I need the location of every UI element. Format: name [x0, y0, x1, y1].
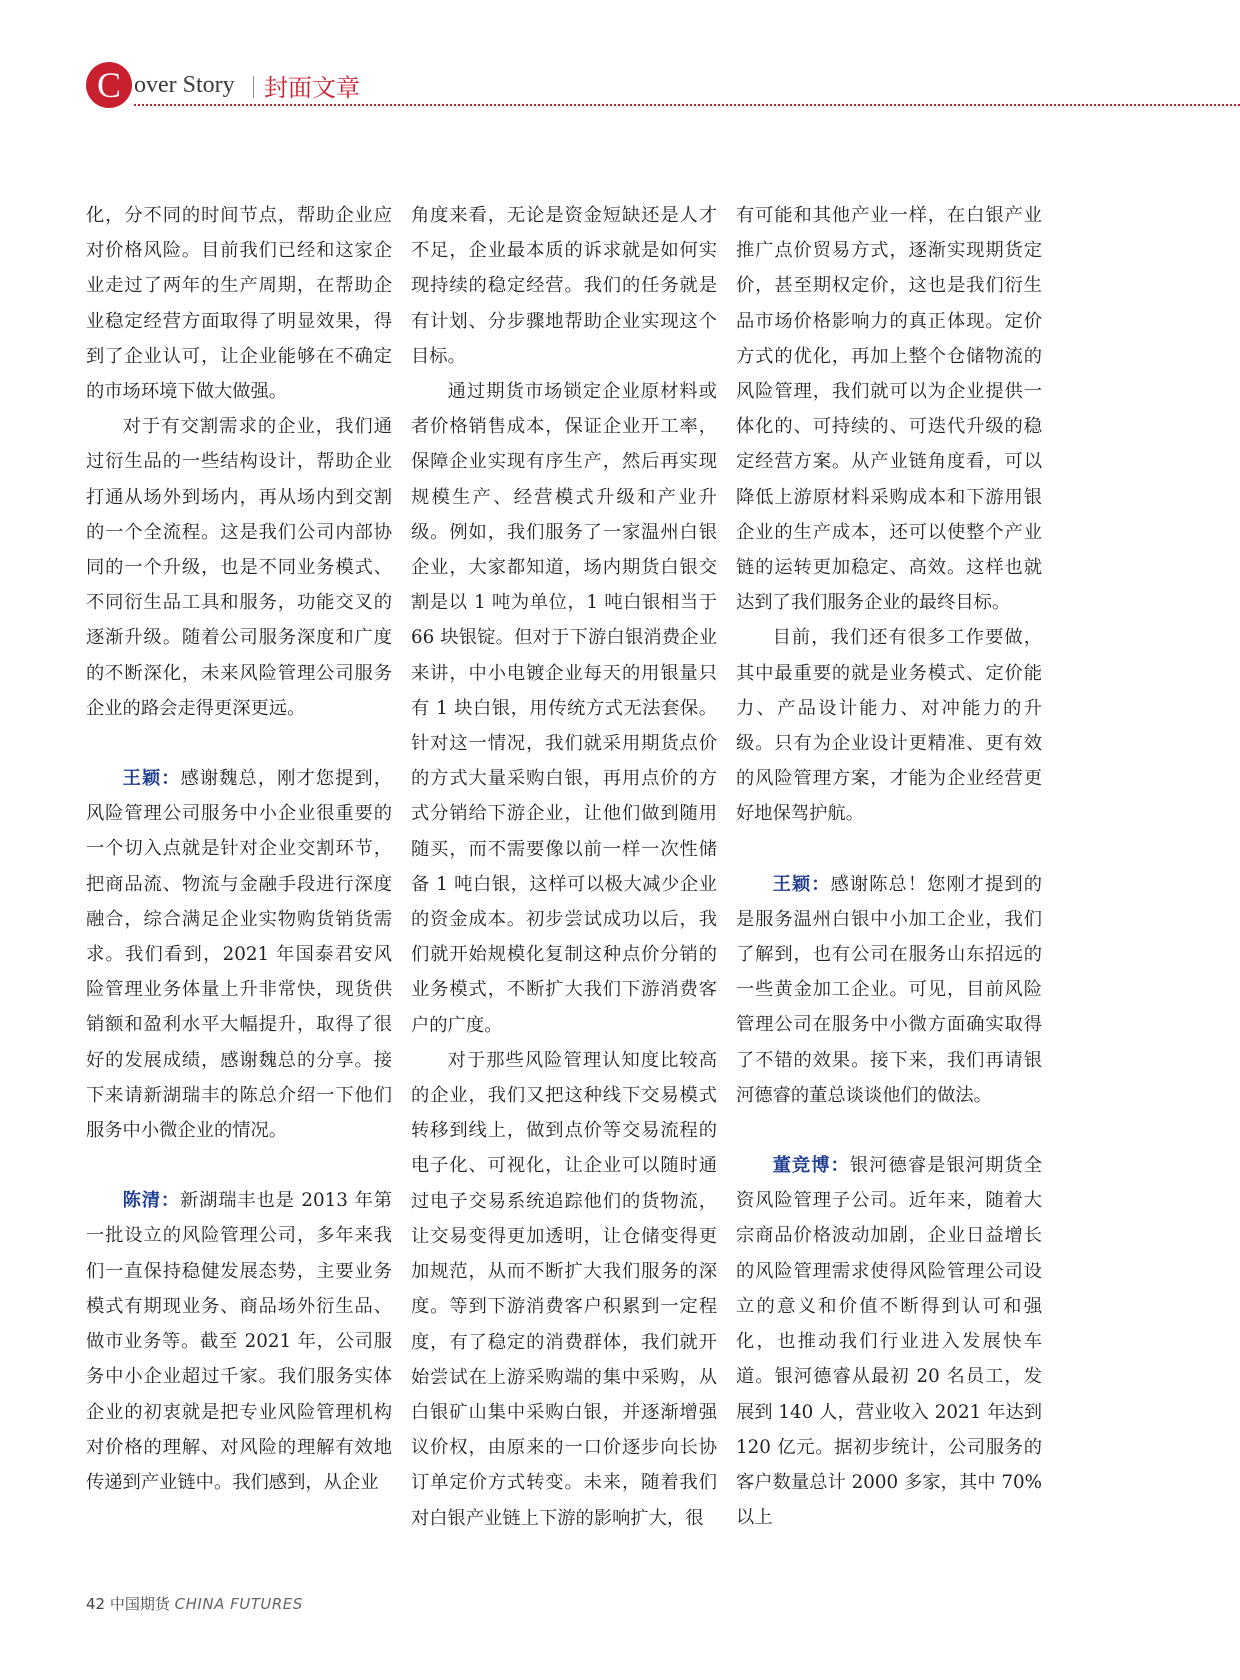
paragraph-text: 感谢魏总，刚才您提到，风险管理公司服务中小企业很重要的一个切入点就是针对企业交割环节，把商品流、物流与金融手段进行深度融合，综合满足企业实物购货销货需求。我们看到，2021 年国泰君安风险管理业务体量上升非常快，现货供销额和盈利水平大幅提升，取得了很好的发展成绩，感谢魏总的分享。接下来请新湖瑞丰的陈总介绍一下他们服务中小微企业的情况。: [86, 768, 393, 1142]
paragraph-text: 通过期货市场锁定企业原材料或者价格销售成本，保证企业开工率，保障企业实现有序生产，然后再实现规模生产、经营模式升级和产业升级。例如，我们服务了一家温州白银企业，大家都知道，场内期货白银交割是以 1 吨为单位，1 吨白银相当于 66 块银锭。但对于下游白银消费企业来讲，中小电镀企业每天的用银量只有 1 块白银，用传统方式无法套保。针对这一情况，我们就采用期货点价的方式大量采购白银，再用点价的方式分销给下游企业，让他们做到随用随买，而不需要像以前一样一次性储备 1 吨白银，这样可以极大减少企业的资金成本。初步尝试成功以后，我们就开始规模化复制这种点价分销的业务模式，不断扩大我们下游消费客户的广度。: [411, 381, 717, 1036]
section-title-cn: 封面文章: [264, 74, 360, 102]
magazine-name-cn: 中国期货: [109, 1595, 170, 1613]
text-column-1: [86, 198, 392, 1500]
page-footer: [86, 1593, 303, 1614]
paragraph-text: 角度来看，无论是资金短缺还是人才不足，企业最本质的诉求就是如何实现持续的稳定经营。我们的任务就是有计划、分步骤地帮助企业实现这个目标。: [411, 205, 717, 367]
paragraph-text: 新湖瑞丰也是 2013 年第一批设立的风险管理公司，多年来我们一直保持稳健发展态势，主要业务模式有期现业务、商品场外衍生品、做市业务等。截至 2021 年，公司服务中小企业超过千家。我们服务实体企业的初衷就是把专业风险管理机构对价格的理解、对风险的理解有效地传递到产业链中。我们感到，从企业: [86, 1190, 392, 1493]
article-paragraph: [86, 761, 392, 1148]
cover-story-logo-c: C: [86, 62, 132, 108]
article-paragraph: [86, 1183, 392, 1500]
paragraph-text: 感谢陈总！您刚才提到的是服务温州白银中小加工企业，我们了解到，也有公司在服务山东招远的一些黄金加工企业。可见，目前风险管理公司在服务中小微方面确实取得了不错的效果。接下来，我们再请银河德睿的董总谈谈他们的做法。: [736, 873, 1043, 1106]
page-number: 42: [86, 1595, 106, 1613]
article-paragraph: [736, 867, 1042, 1113]
article-paragraph: [736, 1148, 1042, 1535]
header-dotted-rule: [134, 104, 1240, 106]
article-paragraph: [411, 198, 717, 374]
paragraph-text: 目前，我们还有很多工作要做，其中最重要的就是业务模式、定价能力、产品设计能力、对冲能力的升级。只有为企业设计更精准、更有效的风险管理方案，才能为企业经营更好地保驾护航。: [736, 627, 1042, 825]
page-header: [86, 60, 1240, 108]
speaker-name: 王颖：: [772, 873, 831, 895]
cover-story-label: over Story: [134, 72, 235, 98]
magazine-name-en: CHINA FUTURES: [174, 1595, 303, 1613]
header-divider: [253, 76, 254, 98]
article-paragraph: [86, 409, 392, 726]
speaker-name: 董竞博：: [772, 1155, 850, 1177]
paragraph-text: 有可能和其他产业一样，在白银产业推广点价贸易方式，逐渐实现期货定价，甚至期权定价，这也是我们衍生品市场价格影响力的真正体现。定价方式的优化，再加上整个仓储物流的风险管理，我们就可以为企业提供一体化的、可持续的、可迭代升级的稳定经营方案。从产业链角度看，可以降低上游原材料采购成本和下游用银企业的生产成本，还可以使整个产业链的运转更加稳定、高效。这样也就达到了我们服务企业的最终目标。: [736, 205, 1042, 614]
speaker-name: 王颖：: [122, 768, 181, 790]
article-paragraph: [736, 198, 1042, 620]
speaker-name: 陈清：: [122, 1190, 180, 1212]
text-column-3: [736, 198, 1042, 1535]
text-column-2: [411, 198, 717, 1536]
article-paragraph: [86, 198, 392, 409]
paragraph-text: 对于那些风险管理认知度比较高的企业，我们又把这种线下交易模式转移到线上，做到点价等交易流程的电子化、可视化，让企业可以随时通过电子交易系统追踪他们的货物流，让交易变得更加透明，让仓储变得更加规范，从而不断扩大我们服务的深度。等到下游消费客户积累到一定程度，有了稳定的消费群体，我们就开始尝试在上游采购端的集中采购，从白银矿山集中采购白银，并逐渐增强议价权，由原来的一口价逐步向长协订单定价方式转变。未来，随着我们对白银产业链上下游的影响扩大，很: [411, 1049, 717, 1529]
article-paragraph: [411, 1043, 717, 1536]
paragraph-text: 银河德睿是银河期货全资风险管理子公司。近年来，随着大宗商品价格波动加剧，企业日益增长的风险管理需求使得风险管理公司设立的意义和价值不断得到认可和强化，也推动我们行业进入发展快车道。银河德睿从最初 20 名员工，发展到 140 人，营业收入 2021 年达到 120 亿元。据初步统计，公司服务的客户数量总计 2000 多家，其中 70% 以上: [736, 1155, 1043, 1529]
article-paragraph: [736, 620, 1042, 831]
article-paragraph: [411, 374, 717, 1043]
paragraph-text: 对于有交割需求的企业，我们通过衍生品的一些结构设计，帮助企业打通从场外到场内，再从场内到交割的一个全流程。这是我们公司内部协同的一个升级，也是不同业务模式、不同衍生品工具和服务，功能交叉的逐渐升级。随着公司服务深度和广度的不断深化，未来风险管理公司服务企业的路会走得更深更远。: [86, 416, 392, 719]
paragraph-text: 化，分不同的时间节点，帮助企业应对价格风险。目前我们已经和这家企业走过了两年的生产周期，在帮助企业稳定经营方面取得了明显效果，得到了企业认可，让企业能够在不确定的市场环境下做大做强。: [86, 205, 392, 403]
